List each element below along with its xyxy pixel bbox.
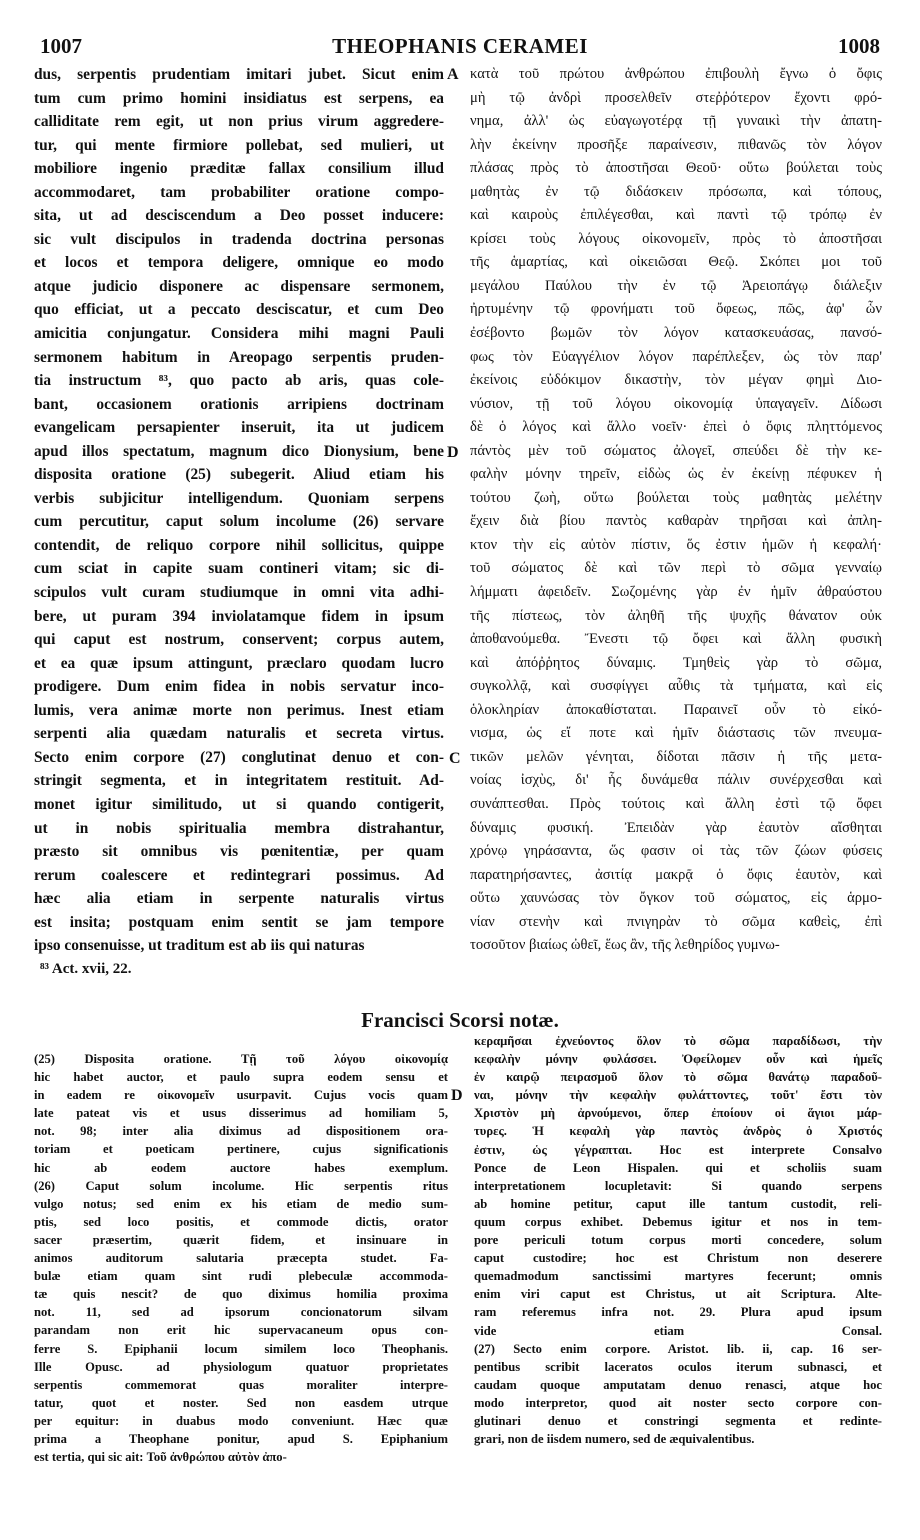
latin-text-line: sermonem habitum in Areopago serpentis pruden-: [34, 348, 444, 366]
greek-text-line: τῆς ἁμαρτίας, καὶ οἰκειῶσαι Θεῷ. Σκόπει μοι τοῦ: [470, 254, 882, 271]
latin-text-line: cum sciat in capite suam contineri vitam; sic di-: [34, 560, 444, 578]
greek-text-line: φως τὸν Εὐαγγέλιον λόγον παρέπλεξεν, ὡς τὸν παρ': [470, 348, 882, 365]
greek-text-line: ἠρτυμένην τῷ φρονήματι τοῦ ὄφεως, πῶς, ἀφ' ὧν: [470, 301, 882, 318]
note-line: ἐν καιρῷ πειρασμοῦ ὅλον τὸ σῶμα θανάτῳ παραδοῦ-: [474, 1070, 882, 1085]
note-line: animos auditorum salutaria præcepta studet. Fa-: [34, 1251, 448, 1266]
latin-text-line: præsto sit omnibus vis pœnitentiæ, per quam: [34, 843, 444, 861]
greek-text-line: λήμματι ἀφειδεῖν. Σωζομένης γὰρ ἐν ἡμῖν ἀθραύστου: [470, 584, 882, 601]
latin-text-line: et ea quæ ipsum attingunt, præclaro quodam lucro: [34, 654, 444, 672]
latin-text-line: apud illos spectatum, magnum dico Dionysium, bene: [34, 442, 444, 460]
greek-text-line: μεγάλου Παύλου τὴν ἐν τῷ Ἀρειοπάγῳ διάλεξιν: [470, 277, 882, 294]
note-line: serpentis commemorat quas moraliter interpre-: [34, 1377, 448, 1392]
note-line: in eadem re οἰκονομεῖν usurpavit. Cujus vocis quam: [34, 1088, 448, 1103]
note-line: grari, non de iisdem numero, sed de æquivalentibus.: [474, 1432, 755, 1447]
latin-column: [34, 63, 444, 958]
notes-left-column: [34, 1050, 448, 1466]
note-line: pore periculi totum corpus morti concedere, solum: [474, 1233, 882, 1248]
note-line: ferre S. Epiphanii locum similem loco Theophanis.: [34, 1341, 448, 1356]
latin-text-line: qui caput est nostrum, conservent; corpus autem,: [34, 631, 444, 649]
note-line: toriam et poeticam pertinere, cujus significationis: [34, 1142, 448, 1157]
greek-text-line: φαλὴν μόνην τηρεῖν, εἰδὼς ὡς ἐν ἐκείνῃ πέφυκεν ἡ: [470, 466, 882, 483]
note-line: hic habet auctor, et paulo supra eodem sensu et: [34, 1070, 448, 1085]
latin-text-line: evangelicam persapienter inseruit, ita ut judicem: [34, 419, 444, 437]
greek-text-line: πάντὸς μὲν τοῦ σώματος ἀλογεῖ, σπεύδει δὲ τὴν κε-: [470, 442, 882, 459]
note-line: tatur, quot et noster. Sed non easdem utrque: [34, 1395, 448, 1410]
latin-text-line: accommodaret, tam probabiliter oratione compo-: [34, 183, 444, 201]
section-marker-d: D: [447, 444, 459, 461]
greek-text-line: τικῶν μελῶν γένηται, δίδοται πᾶσιν ἡ τῆς μετα-: [470, 748, 882, 765]
greek-text-line: ἐσέβοντο βωμῶν τὸν λόγον κατασκευάσας, πανσό-: [470, 325, 882, 342]
note-line: hic ab eodem auctore habes exemplum.: [34, 1160, 448, 1175]
note-line: enim viri caput est Christus, ut ait Scriptura. Alte-: [474, 1287, 882, 1302]
greek-text-line: νίαν στενὴν καὶ πνιγηρὰν τὸ σῶμα καθεὶς, ἐπὶ: [470, 913, 882, 930]
greek-text-line: καὶ ἀπόῤῥητος δύναμις. Τμηθεὶς γὰρ τὸ σῶμα,: [470, 654, 882, 671]
note-line: per equitur: in duabus modo conveniunt. Hæc quæ: [34, 1413, 448, 1428]
greek-column: [470, 63, 882, 958]
note-line: not. 11, sed ad ipsorum concionatorum silvam: [34, 1305, 448, 1320]
note-line: est tertia, qui sic ait: Τοῦ ἀνθρώπου αὐτὸν ἀπο-: [34, 1450, 287, 1465]
note-line: caput custodire; hoc est Christum non deserere: [474, 1251, 882, 1266]
latin-text-line: verbis subjicitur intelligendum. Quoniam serpens: [34, 489, 444, 507]
note-line: Χριστὸν μὴ ἀρνούμενοι, ὅπερ ἐποίουν οἱ ἅγιοι μάρ-: [474, 1106, 882, 1121]
greek-text-line: παρατηρήσαντες, ἀσιτίᾳ μακρᾷ ὁ ὄφις ἑαυτὸν, καὶ: [470, 866, 882, 883]
latin-text-line: bere, ut puram 394 inviolatamque fidem in ipsum: [34, 607, 444, 625]
greek-text-line: οὕτω χαυνώσας τὸν ὄγκον τοῦ σώματος, εἰς ἁρμο-: [470, 890, 882, 907]
latin-text-line: Secto enim corpore (27) conglutinat denuo et con-: [34, 748, 444, 766]
greek-text-line: δύναμις φυσική. Ἐπειδὰν γὰρ ἑαυτὸν αἴσθηται: [470, 819, 882, 836]
note-line: modo interpretor, quod ait noster secto corpore con-: [474, 1395, 882, 1410]
notes-heading: Francisci Scorsi notæ.: [361, 1008, 559, 1032]
greek-text-line: ἀποθανούμεθα. Ἔνεστι τῷ ὄφει καὶ ἄλλη φυσικὴ: [470, 631, 882, 648]
greek-text-line: τοσοῦτον βιαίως ὠθεῖ, ἕως ἂν, τῆς λεθηρίδος γυμνω-: [470, 937, 780, 954]
greek-text-line: συνάπτεσθαι. Πρὸς τούτοις καὶ ἄλλη ἐστὶ τῷ ὄφει: [470, 795, 882, 812]
latin-text-line: dus, serpentis prudentiam imitari jubet. Sicut enim: [34, 66, 444, 83]
section-marker-a: A: [447, 66, 459, 83]
notes-marker-d: D: [451, 1087, 463, 1104]
latin-text-line: et locos et tempora deligere, omnique eo modo: [34, 254, 444, 272]
latin-text-line: bant, occasionem orationis arripiens doctrinam: [34, 395, 444, 413]
latin-text-line: prodigere. Dum enim fidea in nobis servatur inco-: [34, 678, 444, 696]
note-line: glutinari denuo et constringi segmenta et redinte-: [474, 1413, 882, 1428]
notes-right-column: [474, 1032, 882, 1448]
section-marker-c: C: [449, 750, 461, 767]
greek-text-line: τῆς πίστεως, τὸν ἀληθῆ τῆς ψυχῆς θάνατον οὐκ: [470, 607, 882, 624]
latin-text-line: tia instructum ⁸³, quo pacto ab aris, quas cole-: [34, 372, 444, 390]
latin-text-line: amicitia conjungatur. Considera mihi magni Pauli: [34, 325, 444, 343]
left-page-number: 1007: [40, 34, 82, 58]
note-line: prima a Theophane ponitur, apud S. Epiphanium: [34, 1431, 448, 1446]
latin-text-line: ut in nobis spiritualia membra distrahantur,: [34, 819, 444, 837]
latin-text-line: rerum coalescere et redintegrari possimus. Ad: [34, 866, 444, 884]
latin-text-line: serpenti alia quædam naturalis et secreta virtus.: [34, 725, 444, 743]
note-line: (26) Caput solum incolume. Hic serpentis ritus: [34, 1178, 448, 1193]
note-line: tæ quis nescit? de quo diximus homilia proxima: [34, 1287, 448, 1302]
note-line: sacer præsertim, quærit fidem, et insinuare in: [34, 1232, 448, 1247]
greek-text-line: νοίας ἰσχὺς, δι' ἧς δυνάμεθα πάλιν συνέρχεσθαι καὶ: [470, 772, 882, 789]
latin-text-line: ipso consenuisse, ut traditum est ab iis qui naturas: [34, 937, 365, 955]
note-line: (25) Disposita oratione. Τῇ τοῦ λόγου οἰκονομίᾳ: [34, 1052, 448, 1066]
greek-text-line: ὁλοκληρίαν ἀποκαθίσταται. Παραινεῖ οὖν τὸ εἰκό-: [470, 701, 882, 718]
note-line: (27) Secto enim corpore. Aristot. lib. ii, cap. 16 ser-: [474, 1341, 882, 1356]
greek-text-line: μὴ τῷ ἀνδρὶ προσελθεῖν στεῤῥότερον ἔχοντι φρό-: [470, 89, 882, 106]
note-line: κεραμῆσαι ἐχνεύοντος ὅλον τὸ σῶμα παραδίδωσι, τὴν: [474, 1034, 882, 1048]
greek-text-line: κατὰ τοῦ πρώτου ἀνθρώπου ἐπιβουλὴ ἔγνω ὁ ὄφις: [470, 66, 882, 82]
greek-text-line: ἔχειν διὰ βίου παντὸς καθαρὰν τηρῆσαι καὶ ἀπλη-: [470, 513, 882, 530]
note-line: quemadmodum sanctissimi martyres fecerunt; omnis: [474, 1269, 882, 1284]
note-line: bulæ etiam quam sint rudi plebeculæ accommoda-: [34, 1269, 448, 1284]
running-header: [40, 34, 880, 64]
latin-text-line: monet igitur similitudo, ut si quando contigerit,: [34, 795, 444, 813]
note-line: ram referemus infra not. 29. Plura apud ipsum: [474, 1305, 882, 1320]
greek-text-line: νύσιον, τῇ τοῦ λόγου οἰκονομίᾳ ὑπαγαγεῖν. Δίδωσι: [470, 395, 882, 412]
greek-text-line: καὶ καιροὺς ἐπιλέγεσθαι, καὶ παντὶ τῷ τρόπῳ ἐν: [470, 207, 882, 224]
latin-text-line: tur, qui mente firmiore pollebat, sed mulieri, ut: [34, 136, 444, 154]
latin-text-line: mobiliore ingenio præditæ fallax consilium illud: [34, 160, 444, 178]
greek-text-line: κτον τὴν εἰς αὐτὸν πίστιν, ὅς ἐστιν ἡμῶν ἡ κεφαλή·: [470, 536, 882, 553]
greek-text-line: τοῦ σώματος δὲ καὶ τῶν περὶ τὸ σῶμα γενναίῳ: [470, 560, 882, 577]
greek-text-line: μαθητὰς ἐν τῷ διδάσκειν πρόσωπα, καὶ τόπους,: [470, 183, 882, 200]
note-line: quum corpus exhibet. Debemus igitur et nos in tem-: [474, 1214, 882, 1229]
note-line: interpretationem locupletavit: Si quando serpens: [474, 1178, 882, 1193]
greek-text-line: λὴν ἐκείνην προσῆξε παραίνεσιν, πιθανῶς τὸν λόγον: [470, 136, 882, 153]
latin-text-line: scipulos vult curam studiumque in omni vita adhi-: [34, 584, 444, 602]
note-line: late pateat vis et usus disserimus ad homiliam 5,: [34, 1106, 448, 1121]
greek-text-line: ἐκείνοις εὐδόκιμον δικαστὴν, τὸν μέγαν φημὶ Διο-: [470, 372, 882, 389]
greek-text-line: συγκολλᾷ, καὶ συσφίγγει αὖθις τὰ τμήματα, καὶ εἰς: [470, 678, 882, 695]
note-line: τυρες. Ἡ κεφαλὴ γὰρ παντὸς ἀνδρὸς ὁ Χριστός: [474, 1124, 882, 1139]
latin-text-line: disposita oratione (25) subegerit. Aliud etiam his: [34, 466, 444, 484]
latin-text-line: cum percutitur, caput solum incolume (26) servare: [34, 513, 444, 531]
latin-text-line: calliditate rem egit, ut non prius virum aggredere-: [34, 113, 444, 131]
note-line: Ponce de Leon Hispalen. qui et scholiis suam: [474, 1160, 882, 1175]
greek-text-line: χρόνῳ γηράσαντα, ὥς φασιν οἱ τὰς τῶν ζώων φύσεις: [470, 843, 882, 860]
greek-text-line: κρίσει τοὺς λόγους οἰκονομεῖν, πρὸς τὸ ἀποστῆσαι: [470, 230, 882, 247]
note-line: κεφαλὴν μόνην φυλάσσει. Ὀφείλομεν οὖν καὶ ἡμεῖς: [474, 1052, 882, 1067]
note-line: parandam non erit hic supervacaneum opus con-: [34, 1323, 448, 1338]
latin-text-line: est insita; postquam enim sentit se jam tempore: [34, 913, 444, 931]
note-line: ναι, μόνην τὴν κεφαλὴν φυλάττοντες, τοῦτ' ἔστι τὸν: [474, 1088, 882, 1103]
right-page-number: 1008: [838, 34, 880, 58]
footnote: ⁸³ Act. xvii, 22.: [40, 961, 132, 977]
greek-text-line: δὲ ὁ λόγος καὶ ἄλλο νοεῖν· ἐπεὶ ὁ ὄφις πληττόμενος: [470, 419, 882, 436]
note-line: ptis, sed loco positis, et commode dictis, orator: [34, 1214, 448, 1229]
note-line: pentibus scribit laceratos oculos iterum subnasci, et: [474, 1359, 882, 1374]
note-line: vide etiam Consal.: [474, 1323, 882, 1338]
greek-text-line: πλάσας πρὸς τὸ ἀποστῆσαι Θεοῦ· οὕτω βούλεται τοὺς: [470, 160, 882, 177]
note-line: ἐστιν, ὡς γέγραπται. Hoc est interprete Consalvo: [474, 1142, 882, 1157]
latin-text-line: hæc alia etiam in serpente naturalis virtus: [34, 890, 444, 908]
latin-text-line: sic vult discipulos in tradenda doctrina personas: [34, 230, 444, 248]
latin-text-line: quo efficiat, ut a peccato desciscatur, et cum Deo: [34, 301, 444, 319]
note-line: Ille Opusc. ad physiologum quatuor proprietates: [34, 1359, 448, 1374]
note-line: vulgo notus; sed enim ex his etiam de medio sum-: [34, 1196, 448, 1211]
latin-text-line: stringit segmenta, et in integritatem restituit. Ad-: [34, 772, 444, 790]
note-line: ab homine petitur, caput ille tantum custodit, reli-: [474, 1196, 882, 1211]
latin-text-line: tum cum primo homini insidiatus est serpens, ea: [34, 89, 444, 107]
running-title: THEOPHANIS CERAMEI: [332, 34, 588, 58]
latin-text-line: lumis, vera animæ morte non perimus. Inest etiam: [34, 701, 444, 719]
greek-text-line: τούτου ζωὴ, οὕτω βούλεται τοὺς μαθητὰς μελέτην: [470, 489, 882, 506]
note-line: not. 98; inter alia diximus ad dispositionem ora-: [34, 1124, 448, 1139]
latin-text-line: atque judicio disponere ac dispensare sermonem,: [34, 277, 444, 295]
latin-text-line: sita, ut ad desciscendum a Deo posset inducere:: [34, 207, 444, 225]
greek-text-line: νισμα, ὡς εἴ ποτε καὶ ἡμῖν διάστασις τῶν πνευμα-: [470, 725, 882, 742]
note-line: caudam quoque amputatam denuo renasci, atque hoc: [474, 1377, 882, 1392]
latin-text-line: contendit, de reliquo corpore nihil sollicitus, quippe: [34, 536, 444, 554]
greek-text-line: νημα, ἀλλ' ὡς εὐαγωγοτέρᾳ τῇ γυναικὶ τὴν ἀπατη-: [470, 113, 882, 130]
